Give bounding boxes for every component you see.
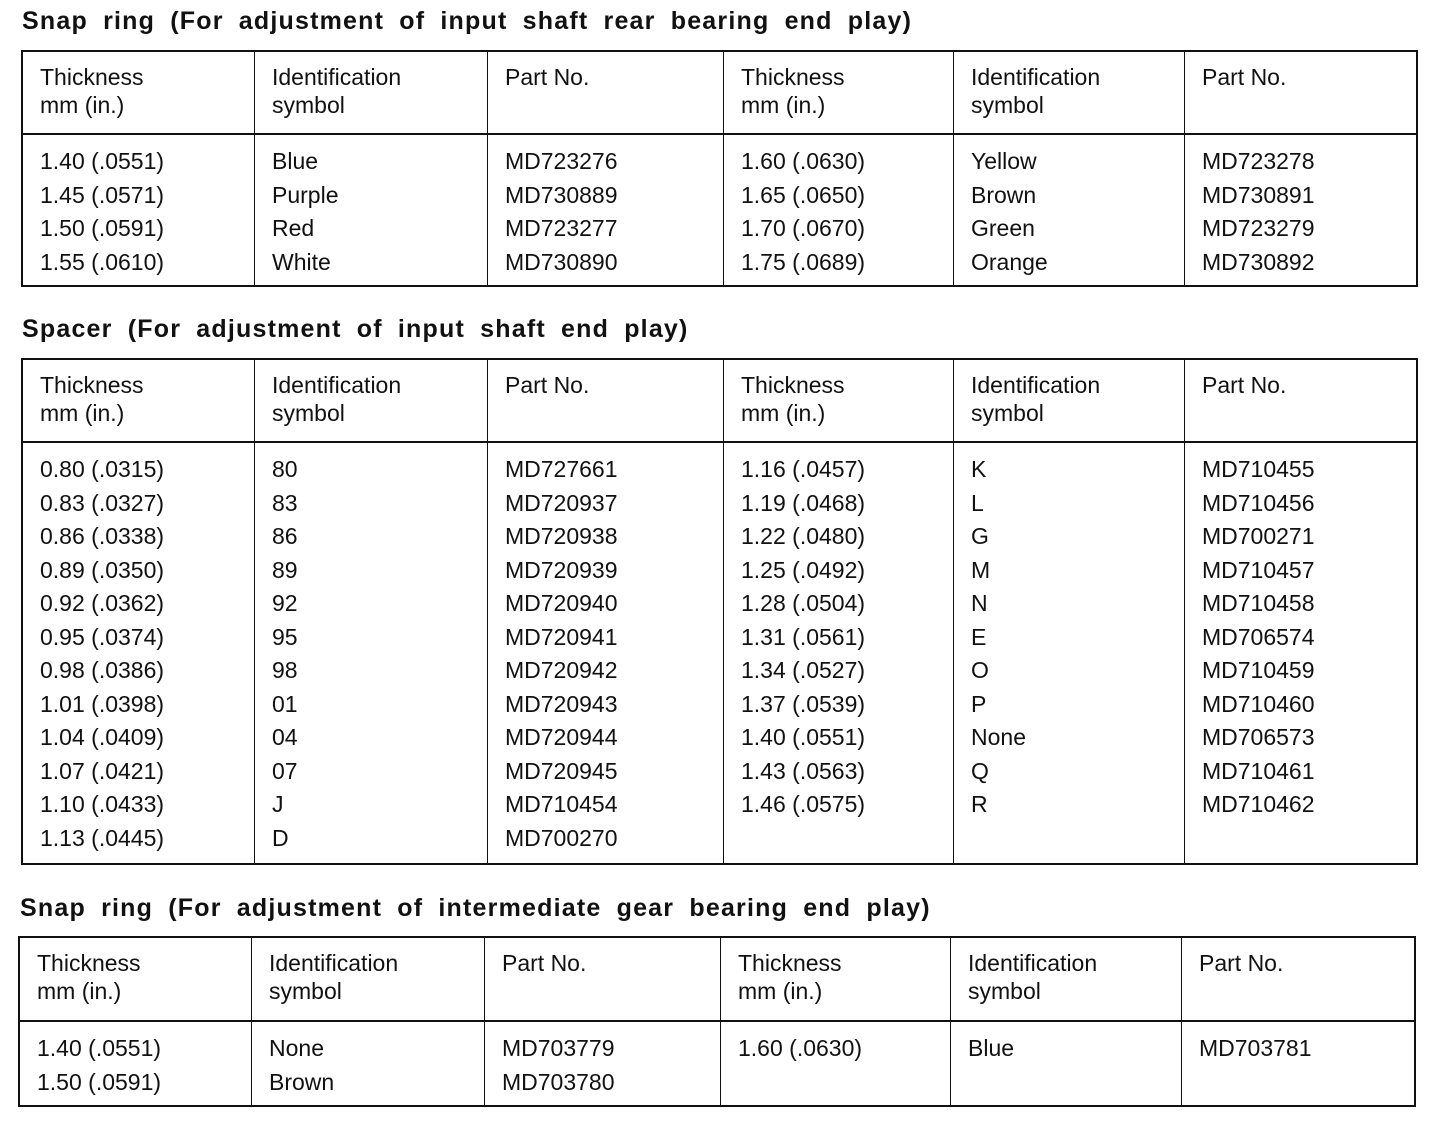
table-cell: 1.40 (.0551): [40, 148, 165, 174]
header-label: mm (in.): [741, 400, 826, 426]
table-cell: 1.16 (.0457): [741, 456, 866, 482]
table-cell: MD710457: [1202, 556, 1315, 583]
table-cell: K: [971, 456, 987, 482]
table-cell: 0.86 (.0338): [40, 523, 165, 549]
table-input-shaft-spacer: [21, 358, 1418, 865]
table-cell: 0.89 (.0350): [40, 556, 165, 583]
table-cell: MD700271: [1202, 523, 1315, 549]
table-cell: 1.60 (.0630): [738, 1035, 863, 1061]
header-label: Thickness: [741, 372, 845, 398]
table-cell: 92: [272, 590, 298, 616]
header-label: Identification: [971, 64, 1101, 90]
table-cell: 1.37 (.0539): [741, 690, 866, 717]
table-cell: 07: [272, 757, 298, 784]
table-cell: MD730889: [505, 181, 618, 208]
table-cell: 1.31 (.0561): [741, 623, 866, 650]
table-cell: Brown: [269, 1068, 335, 1095]
header-label: mm (in.): [741, 92, 826, 118]
column-left-part-no: [488, 135, 724, 285]
table-cell: 1.55 (.0610): [40, 248, 165, 275]
header-right-thickness: [724, 52, 954, 133]
table-cell: Yellow: [971, 148, 1037, 174]
header-label: Identification: [272, 372, 402, 398]
table-cell: Purple: [272, 181, 339, 208]
table-cell: 80: [272, 456, 298, 482]
header-left-part-no: [485, 938, 721, 1020]
header-left-identification-symbol: [252, 938, 485, 1020]
header-left-thickness: [23, 360, 255, 441]
table-cell: MD710461: [1202, 757, 1315, 784]
table-cell: G: [971, 523, 989, 549]
header-label: [1202, 399, 1416, 427]
table-cell: 0.98 (.0386): [40, 657, 165, 683]
header-label: symbol: [272, 400, 345, 426]
header-label: [502, 977, 720, 1005]
table-cell: MD720944: [505, 724, 618, 750]
table-cell: Orange: [971, 248, 1048, 275]
table-cell: MD720937: [505, 489, 618, 516]
table-cell: MD720945: [505, 757, 618, 784]
table-cell: 01: [272, 690, 298, 717]
header-label: Part No.: [1202, 64, 1287, 90]
header-label: symbol: [269, 978, 342, 1004]
table-cell: 1.19 (.0468): [741, 489, 866, 516]
column-left-thickness: [23, 443, 255, 863]
column-left-part-no: [485, 1022, 721, 1105]
table-cell: P: [971, 690, 987, 717]
column-right-identification-symbol: [951, 1022, 1182, 1105]
table-cell: M: [971, 556, 991, 583]
table-cell: MD720940: [505, 590, 618, 616]
header-label: Part No.: [502, 950, 587, 976]
header-label: [505, 91, 723, 119]
header-left-identification-symbol: [255, 52, 488, 133]
table-cell: MD723278: [1202, 148, 1315, 174]
table-cell: E: [971, 623, 987, 650]
header-label: [505, 399, 723, 427]
header-left-thickness: [23, 52, 255, 133]
table-cell: Brown: [971, 181, 1037, 208]
table-cell: 1.22 (.0480): [741, 523, 866, 549]
table-cell: MD706574: [1202, 623, 1315, 650]
table-cell: 1.07 (.0421): [40, 757, 165, 784]
header-label: Part No.: [505, 64, 590, 90]
table-cell: Blue: [272, 148, 319, 174]
column-right-thickness: [721, 1022, 951, 1105]
table-cell: MD720942: [505, 657, 618, 683]
header-label: Identification: [971, 372, 1101, 398]
table-cell: MD730892: [1202, 248, 1315, 275]
header-left-part-no: [488, 360, 724, 441]
header-label: Thickness: [738, 950, 842, 976]
table-cell: MD710456: [1202, 489, 1315, 516]
table-cell: 1.13 (.0445): [40, 824, 165, 851]
table-cell: 1.04 (.0409): [40, 724, 165, 750]
table-cell: MD710454: [505, 791, 618, 817]
table-cell: 86: [272, 523, 298, 549]
header-label: mm (in.): [40, 92, 125, 118]
header-label: Thickness: [40, 64, 144, 90]
table-cell: None: [971, 724, 1026, 750]
header-label: symbol: [971, 92, 1044, 118]
table-cell: MD723276: [505, 148, 618, 174]
table-cell: MD710459: [1202, 657, 1315, 683]
table-body-row: [23, 443, 1416, 863]
table-input-shaft-rear-bearing-snap-ring: [21, 50, 1418, 287]
table-cell: MD710460: [1202, 690, 1315, 717]
table-cell: MD730891: [1202, 181, 1315, 208]
column-left-identification-symbol: [255, 135, 488, 285]
table-cell: J: [272, 791, 284, 817]
table-cell: White: [272, 248, 331, 275]
table-cell: Q: [971, 757, 989, 784]
table-cell: 1.45 (.0571): [40, 181, 165, 208]
column-right-thickness: [724, 443, 954, 863]
table-cell: MD720939: [505, 556, 618, 583]
table-cell: 1.75 (.0689): [741, 248, 866, 275]
header-label: Part No.: [1202, 372, 1287, 398]
header-label: [1199, 977, 1414, 1005]
header-label: Thickness: [37, 950, 141, 976]
header-label: mm (in.): [738, 978, 823, 1004]
header-label: mm (in.): [40, 400, 125, 426]
section-title-input-shaft-rear-bearing: Snap ring (For adjustment of input shaft rear bearing end play): [22, 7, 913, 35]
header-label: Identification: [272, 64, 402, 90]
table-cell: 1.60 (.0630): [741, 148, 866, 174]
table-cell: MD703780: [502, 1068, 615, 1095]
column-right-part-no: [1182, 1022, 1414, 1105]
table-header-row: [23, 52, 1416, 135]
header-label: symbol: [971, 400, 1044, 426]
table-cell: 1.50 (.0591): [37, 1068, 162, 1095]
table-cell: 1.25 (.0492): [741, 556, 866, 583]
table-cell: 1.01 (.0398): [40, 690, 165, 717]
header-right-part-no: [1182, 938, 1414, 1020]
table-cell: 1.43 (.0563): [741, 757, 866, 784]
table-cell: Blue: [968, 1035, 1015, 1061]
table-cell: 89: [272, 556, 298, 583]
table-cell: MD723279: [1202, 215, 1315, 241]
header-label: Identification: [968, 950, 1098, 976]
table-cell: 1.70 (.0670): [741, 215, 866, 241]
table-cell: 0.95 (.0374): [40, 623, 165, 650]
table-cell: 1.50 (.0591): [40, 215, 165, 241]
header-left-identification-symbol: [255, 360, 488, 441]
table-cell: MD710462: [1202, 791, 1315, 817]
header-label: Part No.: [1199, 950, 1284, 976]
table-cell: 95: [272, 623, 298, 650]
table-body-row: [23, 135, 1416, 285]
table-cell: 1.40 (.0551): [741, 724, 866, 750]
table-cell: O: [971, 657, 989, 683]
header-label: Identification: [269, 950, 399, 976]
header-label: mm (in.): [37, 978, 122, 1004]
column-right-part-no: [1185, 443, 1416, 863]
table-cell: None: [269, 1035, 324, 1061]
table-cell: R: [971, 791, 988, 817]
header-label: Thickness: [741, 64, 845, 90]
table-cell: MD703779: [502, 1035, 615, 1061]
header-right-part-no: [1185, 52, 1416, 133]
header-label: Part No.: [505, 372, 590, 398]
column-right-part-no: [1185, 135, 1416, 285]
table-cell: N: [971, 590, 988, 616]
table-cell: L: [971, 489, 984, 516]
header-label: Thickness: [40, 372, 144, 398]
table-cell: MD706573: [1202, 724, 1315, 750]
table-cell: MD727661: [505, 456, 618, 482]
table-cell: MD730890: [505, 248, 618, 275]
column-left-part-no: [488, 443, 724, 863]
header-label: [1202, 91, 1416, 119]
column-left-identification-symbol: [255, 443, 488, 863]
table-cell: MD720943: [505, 690, 618, 717]
column-right-identification-symbol: [954, 135, 1185, 285]
header-right-thickness: [724, 360, 954, 441]
header-right-identification-symbol: [954, 360, 1185, 441]
table-header-row: [23, 360, 1416, 443]
table-cell: 04: [272, 724, 298, 750]
table-cell: Red: [272, 215, 315, 241]
header-label: symbol: [272, 92, 345, 118]
table-cell: Green: [971, 215, 1035, 241]
table-cell: MD723277: [505, 215, 618, 241]
column-right-identification-symbol: [954, 443, 1185, 863]
table-cell: MD703781: [1199, 1035, 1312, 1061]
header-right-identification-symbol: [954, 52, 1185, 133]
table-cell: MD700270: [505, 824, 618, 851]
table-cell: 0.83 (.0327): [40, 489, 165, 516]
table-cell: 0.80 (.0315): [40, 456, 165, 482]
table-cell: 0.92 (.0362): [40, 590, 165, 616]
table-cell: 1.65 (.0650): [741, 181, 866, 208]
section-title-input-shaft-end-play: Spacer (For adjustment of input shaft end play): [22, 315, 689, 343]
table-cell: MD720941: [505, 623, 618, 650]
header-right-identification-symbol: [951, 938, 1182, 1020]
table-cell: 83: [272, 489, 298, 516]
table-cell: 1.28 (.0504): [741, 590, 866, 616]
table-cell: MD720938: [505, 523, 618, 549]
table-cell: MD710458: [1202, 590, 1315, 616]
header-right-thickness: [721, 938, 951, 1020]
table-header-row: [20, 938, 1414, 1022]
header-right-part-no: [1185, 360, 1416, 441]
column-left-identification-symbol: [252, 1022, 485, 1105]
table-cell: MD710455: [1202, 456, 1315, 482]
column-left-thickness: [20, 1022, 252, 1105]
table-cell: 1.40 (.0551): [37, 1035, 162, 1061]
table-cell: 1.46 (.0575): [741, 791, 866, 817]
table-cell: 1.34 (.0527): [741, 657, 866, 683]
table-intermediate-gear-bearing-snap-ring: [18, 936, 1416, 1107]
header-left-thickness: [20, 938, 252, 1020]
table-cell: 1.10 (.0433): [40, 791, 165, 817]
table-cell: D: [272, 824, 289, 851]
section-title-intermediate-gear-bearing: Snap ring (For adjustment of intermediate gear bearing end play): [20, 894, 931, 922]
table-cell: 98: [272, 657, 298, 683]
table-body-row: [20, 1022, 1414, 1105]
header-left-part-no: [488, 52, 724, 133]
column-left-thickness: [23, 135, 255, 285]
header-label: symbol: [968, 978, 1041, 1004]
column-right-thickness: [724, 135, 954, 285]
